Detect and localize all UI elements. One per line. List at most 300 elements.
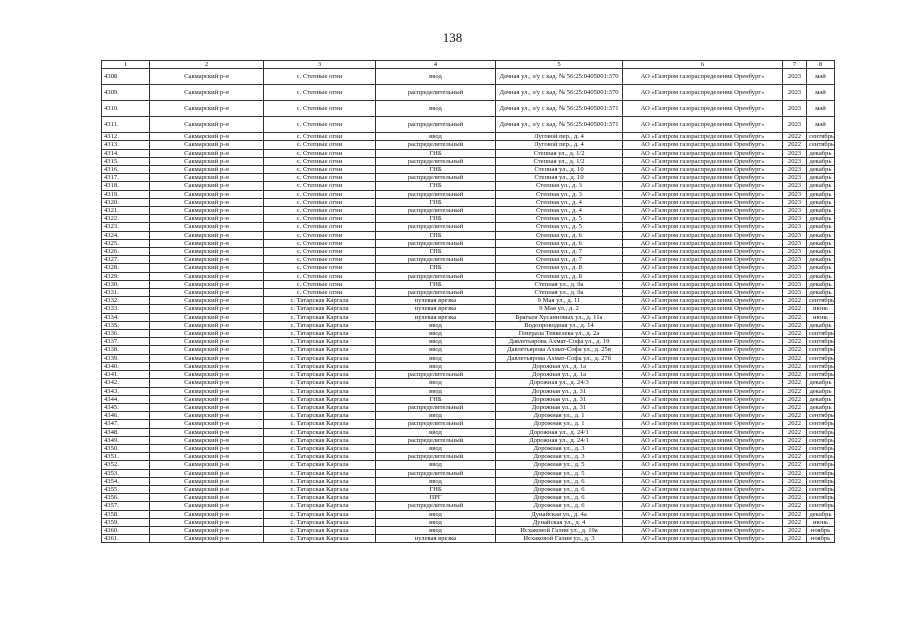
settlement-cell: с. Татарская Каргала: [264, 502, 376, 510]
address-cell: Степная ул., д. 8: [496, 264, 623, 272]
row-number-cell: 4310.: [102, 101, 150, 117]
month-cell: декабрь: [807, 321, 835, 329]
district-cell: Сакмарский р-н: [150, 198, 264, 206]
address-cell: Степная ул., д. 6: [496, 239, 623, 247]
year-cell: 2023: [783, 231, 807, 239]
work-type-cell: распределительный: [376, 223, 496, 231]
work-type-cell: распределительный: [376, 453, 496, 461]
year-cell: 2022: [783, 477, 807, 485]
address-cell: Дорожная ул., д. 31: [496, 395, 623, 403]
organization-cell: АО «Газпром газораспределение Оренбург»: [623, 272, 783, 280]
work-type-cell: ГНБ: [376, 182, 496, 190]
month-cell: декабрь: [807, 264, 835, 272]
table-row: [102, 280, 835, 288]
district-cell: Сакмарский р-н: [150, 207, 264, 215]
year-cell: 2022: [783, 387, 807, 395]
organization-cell: АО «Газпром газораспределение Оренбург»: [623, 420, 783, 428]
month-cell: май: [807, 85, 835, 101]
organization-cell: АО «Газпром газораспределение Оренбург»: [623, 264, 783, 272]
table-row: [102, 297, 835, 305]
year-cell: 2022: [783, 494, 807, 502]
address-cell: Степная ул., д. 7: [496, 256, 623, 264]
month-cell: май: [807, 117, 835, 133]
district-cell: Сакмарский р-н: [150, 444, 264, 452]
district-cell: Сакмарский р-н: [150, 166, 264, 174]
table-row: [102, 354, 835, 362]
work-type-cell: ввод: [376, 387, 496, 395]
table-row: [102, 362, 835, 370]
work-type-cell: распределительный: [376, 256, 496, 264]
settlement-cell: с. Татарская Каргала: [264, 297, 376, 305]
district-cell: Сакмарский р-н: [150, 338, 264, 346]
month-cell: декабрь: [807, 231, 835, 239]
table-row: [102, 264, 835, 272]
address-cell: Дорожная ул., д. 1а: [496, 362, 623, 370]
month-cell: декабрь: [807, 395, 835, 403]
row-number-cell: 4313.: [102, 141, 150, 149]
settlement-cell: с. Степные огни: [264, 231, 376, 239]
row-number-cell: 4350.: [102, 444, 150, 452]
row-number-cell: 4358.: [102, 510, 150, 518]
district-cell: Сакмарский р-н: [150, 101, 264, 117]
district-cell: Сакмарский р-н: [150, 174, 264, 182]
row-number-cell: 4318.: [102, 182, 150, 190]
month-cell: сентябрь: [807, 371, 835, 379]
settlement-cell: с. Татарская Каргала: [264, 453, 376, 461]
month-cell: декабрь: [807, 174, 835, 182]
settlement-cell: с. Степные огни: [264, 174, 376, 182]
district-cell: Сакмарский р-н: [150, 526, 264, 534]
organization-cell: АО «Газпром газораспределение Оренбург»: [623, 248, 783, 256]
district-cell: Сакмарский р-н: [150, 305, 264, 313]
work-type-cell: ввод: [376, 362, 496, 370]
organization-cell: АО «Газпром газораспределение Оренбург»: [623, 428, 783, 436]
table-row: [102, 371, 835, 379]
year-cell: 2022: [783, 485, 807, 493]
work-type-cell: распределительный: [376, 289, 496, 297]
work-type-cell: распределительный: [376, 371, 496, 379]
settlement-cell: с. Степные огни: [264, 133, 376, 141]
year-cell: 2022: [783, 305, 807, 313]
organization-cell: АО «Газпром газораспределение Оренбург»: [623, 101, 783, 117]
month-cell: декабрь: [807, 190, 835, 198]
organization-cell: АО «Газпром газораспределение Оренбург»: [623, 133, 783, 141]
organization-cell: АО «Газпром газораспределение Оренбург»: [623, 485, 783, 493]
table-row: [102, 157, 835, 165]
row-number-cell: 4348.: [102, 428, 150, 436]
year-cell: 2023: [783, 198, 807, 206]
organization-cell: АО «Газпром газораспределение Оренбург»: [623, 535, 783, 543]
settlement-cell: с. Татарская Каргала: [264, 518, 376, 526]
settlement-cell: с. Степные огни: [264, 157, 376, 165]
month-cell: сентябрь: [807, 477, 835, 485]
address-cell: Дорожная ул., д. 24/3: [496, 379, 623, 387]
month-cell: сентябрь: [807, 436, 835, 444]
month-cell: декабрь: [807, 387, 835, 395]
organization-cell: АО «Газпром газораспределение Оренбург»: [623, 256, 783, 264]
settlement-cell: с. Степные огни: [264, 280, 376, 288]
work-type-cell: ввод: [376, 518, 496, 526]
row-number-cell: 4330.: [102, 280, 150, 288]
organization-cell: АО «Газпром газораспределение Оренбург»: [623, 157, 783, 165]
address-cell: Дорожная ул., д. 31: [496, 387, 623, 395]
year-cell: 2023: [783, 69, 807, 85]
month-cell: декабрь: [807, 198, 835, 206]
table-row: [102, 461, 835, 469]
organization-cell: АО «Газпром газораспределение Оренбург»: [623, 231, 783, 239]
month-cell: декабрь: [807, 289, 835, 297]
table-row: [102, 502, 835, 510]
month-cell: сентябрь: [807, 444, 835, 452]
column-number-row: [102, 61, 835, 69]
row-number-cell: 4332.: [102, 297, 150, 305]
year-cell: 2022: [783, 436, 807, 444]
district-cell: Сакмарский р-н: [150, 403, 264, 411]
organization-cell: АО «Газпром газораспределение Оренбург»: [623, 321, 783, 329]
settlement-cell: с. Татарская Каргала: [264, 305, 376, 313]
address-cell: Дорожная ул., д. 3: [496, 453, 623, 461]
table-row: [102, 412, 835, 420]
table-row: [102, 101, 835, 117]
district-cell: Сакмарский р-н: [150, 141, 264, 149]
work-type-cell: ПРГ: [376, 494, 496, 502]
address-cell: 9 Мая ул., д. 11: [496, 297, 623, 305]
organization-cell: АО «Газпром газораспределение Оренбург»: [623, 354, 783, 362]
table-row: [102, 477, 835, 485]
address-cell: Братьев Хусаиновых ул., д. 11а: [496, 313, 623, 321]
year-cell: 2022: [783, 297, 807, 305]
table-row: [102, 207, 835, 215]
district-cell: Сакмарский р-н: [150, 436, 264, 444]
district-cell: Сакмарский р-н: [150, 133, 264, 141]
organization-cell: АО «Газпром газораспределение Оренбург»: [623, 444, 783, 452]
row-number-cell: 4355.: [102, 485, 150, 493]
district-cell: Сакмарский р-н: [150, 518, 264, 526]
district-cell: Сакмарский р-н: [150, 289, 264, 297]
table-row: [102, 403, 835, 411]
settlement-cell: с. Татарская Каргала: [264, 395, 376, 403]
organization-cell: АО «Газпром газораспределение Оренбург»: [623, 223, 783, 231]
table-row: [102, 518, 835, 526]
work-type-cell: распределительный: [376, 420, 496, 428]
address-cell: Дорожная ул., д. 24/1: [496, 428, 623, 436]
organization-cell: АО «Газпром газораспределение Оренбург»: [623, 461, 783, 469]
year-cell: 2023: [783, 223, 807, 231]
month-cell: сентябрь: [807, 141, 835, 149]
row-number-cell: 4347.: [102, 420, 150, 428]
year-cell: 2022: [783, 526, 807, 534]
column-header: 8: [807, 61, 835, 69]
row-number-cell: 4354.: [102, 477, 150, 485]
settlement-cell: с. Степные огни: [264, 101, 376, 117]
row-number-cell: 4361.: [102, 535, 150, 543]
month-cell: декабрь: [807, 166, 835, 174]
work-type-cell: ввод: [376, 321, 496, 329]
table-row: [102, 133, 835, 141]
year-cell: 2023: [783, 157, 807, 165]
work-type-cell: ввод: [376, 69, 496, 85]
district-cell: Сакмарский р-н: [150, 453, 264, 461]
year-cell: 2022: [783, 535, 807, 543]
month-cell: декабрь: [807, 157, 835, 165]
district-cell: Сакмарский р-н: [150, 379, 264, 387]
address-cell: Исхаковой Галии ул., д. 19а: [496, 526, 623, 534]
year-cell: 2022: [783, 141, 807, 149]
table-row: [102, 141, 835, 149]
settlement-cell: с. Татарская Каргала: [264, 535, 376, 543]
year-cell: 2022: [783, 428, 807, 436]
table-row: [102, 117, 835, 133]
work-type-cell: нулевая врезка: [376, 305, 496, 313]
district-cell: Сакмарский р-н: [150, 239, 264, 247]
district-cell: Сакмарский р-н: [150, 182, 264, 190]
year-cell: 2023: [783, 190, 807, 198]
table-row: [102, 346, 835, 354]
organization-cell: АО «Газпром газораспределение Оренбург»: [623, 117, 783, 133]
year-cell: 2023: [783, 117, 807, 133]
year-cell: 2023: [783, 166, 807, 174]
address-cell: Луговой пер., д. 4: [496, 141, 623, 149]
year-cell: 2022: [783, 453, 807, 461]
work-type-cell: ввод: [376, 526, 496, 534]
district-cell: Сакмарский р-н: [150, 85, 264, 101]
district-cell: Сакмарский р-н: [150, 264, 264, 272]
row-number-cell: 4352.: [102, 461, 150, 469]
table-row: [102, 338, 835, 346]
work-type-cell: распределительный: [376, 272, 496, 280]
table-row: [102, 469, 835, 477]
settlement-cell: с. Степные огни: [264, 149, 376, 157]
year-cell: 2022: [783, 371, 807, 379]
month-cell: сентябрь: [807, 354, 835, 362]
settlement-cell: с. Степные огни: [264, 256, 376, 264]
row-number-cell: 4327.: [102, 256, 150, 264]
organization-cell: АО «Газпром газораспределение Оренбург»: [623, 215, 783, 223]
address-cell: 9 Мая ул., д. 2: [496, 305, 623, 313]
district-cell: Сакмарский р-н: [150, 395, 264, 403]
month-cell: май: [807, 69, 835, 85]
gasification-register-table: [101, 60, 835, 543]
address-cell: Степная ул., д. 8: [496, 272, 623, 280]
address-cell: Дорожная ул., д. 5: [496, 461, 623, 469]
month-cell: сентябрь: [807, 297, 835, 305]
month-cell: сентябрь: [807, 338, 835, 346]
settlement-cell: с. Татарская Каргала: [264, 469, 376, 477]
year-cell: 2022: [783, 403, 807, 411]
settlement-cell: с. Степные огни: [264, 190, 376, 198]
district-cell: Сакмарский р-н: [150, 297, 264, 305]
organization-cell: АО «Газпром газораспределение Оренбург»: [623, 379, 783, 387]
district-cell: Сакмарский р-н: [150, 535, 264, 543]
settlement-cell: с. Степные огни: [264, 141, 376, 149]
address-cell: Давлетьярова Ахмат-Софа ул., д. 25в: [496, 346, 623, 354]
column-header: 3: [264, 61, 376, 69]
district-cell: Сакмарский р-н: [150, 412, 264, 420]
settlement-cell: с. Татарская Каргала: [264, 346, 376, 354]
settlement-cell: с. Татарская Каргала: [264, 461, 376, 469]
month-cell: ноябрь: [807, 535, 835, 543]
row-number-cell: 4356.: [102, 494, 150, 502]
table-body: [102, 69, 835, 543]
settlement-cell: с. Татарская Каргала: [264, 330, 376, 338]
organization-cell: АО «Газпром газораспределение Оренбург»: [623, 518, 783, 526]
settlement-cell: с. Степные огни: [264, 85, 376, 101]
organization-cell: АО «Газпром газораспределение Оренбург»: [623, 412, 783, 420]
settlement-cell: с. Степные огни: [264, 198, 376, 206]
year-cell: 2022: [783, 510, 807, 518]
district-cell: Сакмарский р-н: [150, 190, 264, 198]
address-cell: Давлетьярова Ахмат-Софа ул., д. 19: [496, 338, 623, 346]
month-cell: сентябрь: [807, 362, 835, 370]
work-type-cell: ввод: [376, 428, 496, 436]
address-cell: Степная ул., д. 5: [496, 223, 623, 231]
district-cell: Сакмарский р-н: [150, 362, 264, 370]
address-cell: Степная ул., д. 5: [496, 215, 623, 223]
district-cell: Сакмарский р-н: [150, 461, 264, 469]
district-cell: Сакмарский р-н: [150, 354, 264, 362]
address-cell: Дорожная ул., д. 31: [496, 403, 623, 411]
year-cell: 2023: [783, 264, 807, 272]
district-cell: Сакмарский р-н: [150, 69, 264, 85]
year-cell: 2023: [783, 256, 807, 264]
month-cell: июнь: [807, 518, 835, 526]
table-row: [102, 428, 835, 436]
row-number-cell: 4320.: [102, 198, 150, 206]
row-number-cell: 4317.: [102, 174, 150, 182]
year-cell: 2022: [783, 502, 807, 510]
district-cell: Сакмарский р-н: [150, 321, 264, 329]
settlement-cell: с. Степные огни: [264, 117, 376, 133]
month-cell: ноябрь: [807, 526, 835, 534]
settlement-cell: с. Татарская Каргала: [264, 387, 376, 395]
table-row: [102, 166, 835, 174]
month-cell: сентябрь: [807, 346, 835, 354]
row-number-cell: 4360.: [102, 526, 150, 534]
address-cell: Водопроводная ул., д. 14: [496, 321, 623, 329]
month-cell: декабрь: [807, 280, 835, 288]
work-type-cell: ГНБ: [376, 280, 496, 288]
table-row: [102, 395, 835, 403]
settlement-cell: с. Татарская Каргала: [264, 379, 376, 387]
district-cell: Сакмарский р-н: [150, 280, 264, 288]
organization-cell: АО «Газпром газораспределение Оренбург»: [623, 289, 783, 297]
row-number-cell: 4343.: [102, 387, 150, 395]
address-cell: Дорожная ул., д. 24/1: [496, 436, 623, 444]
table-row: [102, 239, 835, 247]
work-type-cell: ГНБ: [376, 248, 496, 256]
table-row: [102, 485, 835, 493]
organization-cell: АО «Газпром газораспределение Оренбург»: [623, 371, 783, 379]
work-type-cell: ввод: [376, 330, 496, 338]
table-row: [102, 272, 835, 280]
year-cell: 2022: [783, 338, 807, 346]
month-cell: июнь: [807, 313, 835, 321]
month-cell: декабрь: [807, 379, 835, 387]
row-number-cell: 4349.: [102, 436, 150, 444]
table-row: [102, 535, 835, 543]
district-cell: Сакмарский р-н: [150, 502, 264, 510]
row-number-cell: 4316.: [102, 166, 150, 174]
address-cell: Степная ул., д. 3: [496, 182, 623, 190]
month-cell: декабрь: [807, 403, 835, 411]
district-cell: Сакмарский р-н: [150, 149, 264, 157]
work-type-cell: ввод: [376, 379, 496, 387]
row-number-cell: 4312.: [102, 133, 150, 141]
address-cell: Степная ул., д. 6: [496, 231, 623, 239]
district-cell: Сакмарский р-н: [150, 371, 264, 379]
work-type-cell: распределительный: [376, 141, 496, 149]
district-cell: Сакмарский р-н: [150, 469, 264, 477]
settlement-cell: с. Татарская Каргала: [264, 321, 376, 329]
work-type-cell: распределительный: [376, 469, 496, 477]
organization-cell: АО «Газпром газораспределение Оренбург»: [623, 239, 783, 247]
row-number-cell: 4340.: [102, 362, 150, 370]
work-type-cell: ввод: [376, 101, 496, 117]
organization-cell: АО «Газпром газораспределение Оренбург»: [623, 494, 783, 502]
organization-cell: АО «Газпром газораспределение Оренбург»: [623, 330, 783, 338]
row-number-cell: 4315.: [102, 157, 150, 165]
work-type-cell: распределительный: [376, 190, 496, 198]
table-row: [102, 510, 835, 518]
work-type-cell: ГНБ: [376, 215, 496, 223]
settlement-cell: с. Степные огни: [264, 182, 376, 190]
row-number-cell: 4339.: [102, 354, 150, 362]
table-row: [102, 453, 835, 461]
address-cell: Степная ул., д. 4: [496, 198, 623, 206]
work-type-cell: ГНБ: [376, 231, 496, 239]
year-cell: 2023: [783, 174, 807, 182]
row-number-cell: 4359.: [102, 518, 150, 526]
month-cell: сентябрь: [807, 453, 835, 461]
work-type-cell: распределительный: [376, 207, 496, 215]
settlement-cell: с. Татарская Каргала: [264, 354, 376, 362]
settlement-cell: с. Татарская Каргала: [264, 428, 376, 436]
organization-cell: АО «Газпром газораспределение Оренбург»: [623, 395, 783, 403]
year-cell: 2023: [783, 248, 807, 256]
work-type-cell: ГНБ: [376, 395, 496, 403]
column-header: 7: [783, 61, 807, 69]
work-type-cell: распределительный: [376, 85, 496, 101]
district-cell: Сакмарский р-н: [150, 248, 264, 256]
work-type-cell: ввод: [376, 133, 496, 141]
organization-cell: АО «Газпром газораспределение Оренбург»: [623, 477, 783, 485]
work-type-cell: ГНБ: [376, 485, 496, 493]
settlement-cell: с. Татарская Каргала: [264, 403, 376, 411]
organization-cell: АО «Газпром газораспределение Оренбург»: [623, 502, 783, 510]
organization-cell: АО «Газпром газораспределение Оренбург»: [623, 149, 783, 157]
month-cell: декабрь: [807, 182, 835, 190]
month-cell: сентябрь: [807, 485, 835, 493]
settlement-cell: с. Татарская Каргала: [264, 526, 376, 534]
work-type-cell: ввод: [376, 354, 496, 362]
organization-cell: АО «Газпром газораспределение Оренбург»: [623, 305, 783, 313]
address-cell: Степная ул., д. 4: [496, 207, 623, 215]
table-row: [102, 256, 835, 264]
row-number-cell: 4351.: [102, 453, 150, 461]
organization-cell: АО «Газпром газораспределение Оренбург»: [623, 166, 783, 174]
column-header: 1: [102, 61, 150, 69]
district-cell: Сакмарский р-н: [150, 387, 264, 395]
organization-cell: АО «Газпром газораспределение Оренбург»: [623, 510, 783, 518]
settlement-cell: с. Степные огни: [264, 264, 376, 272]
address-cell: Дорожная ул., д. 1а: [496, 371, 623, 379]
work-type-cell: ввод: [376, 444, 496, 452]
year-cell: 2023: [783, 215, 807, 223]
district-cell: Сакмарский р-н: [150, 330, 264, 338]
settlement-cell: с. Степные огни: [264, 272, 376, 280]
table-row: [102, 379, 835, 387]
settlement-cell: с. Татарская Каргала: [264, 420, 376, 428]
